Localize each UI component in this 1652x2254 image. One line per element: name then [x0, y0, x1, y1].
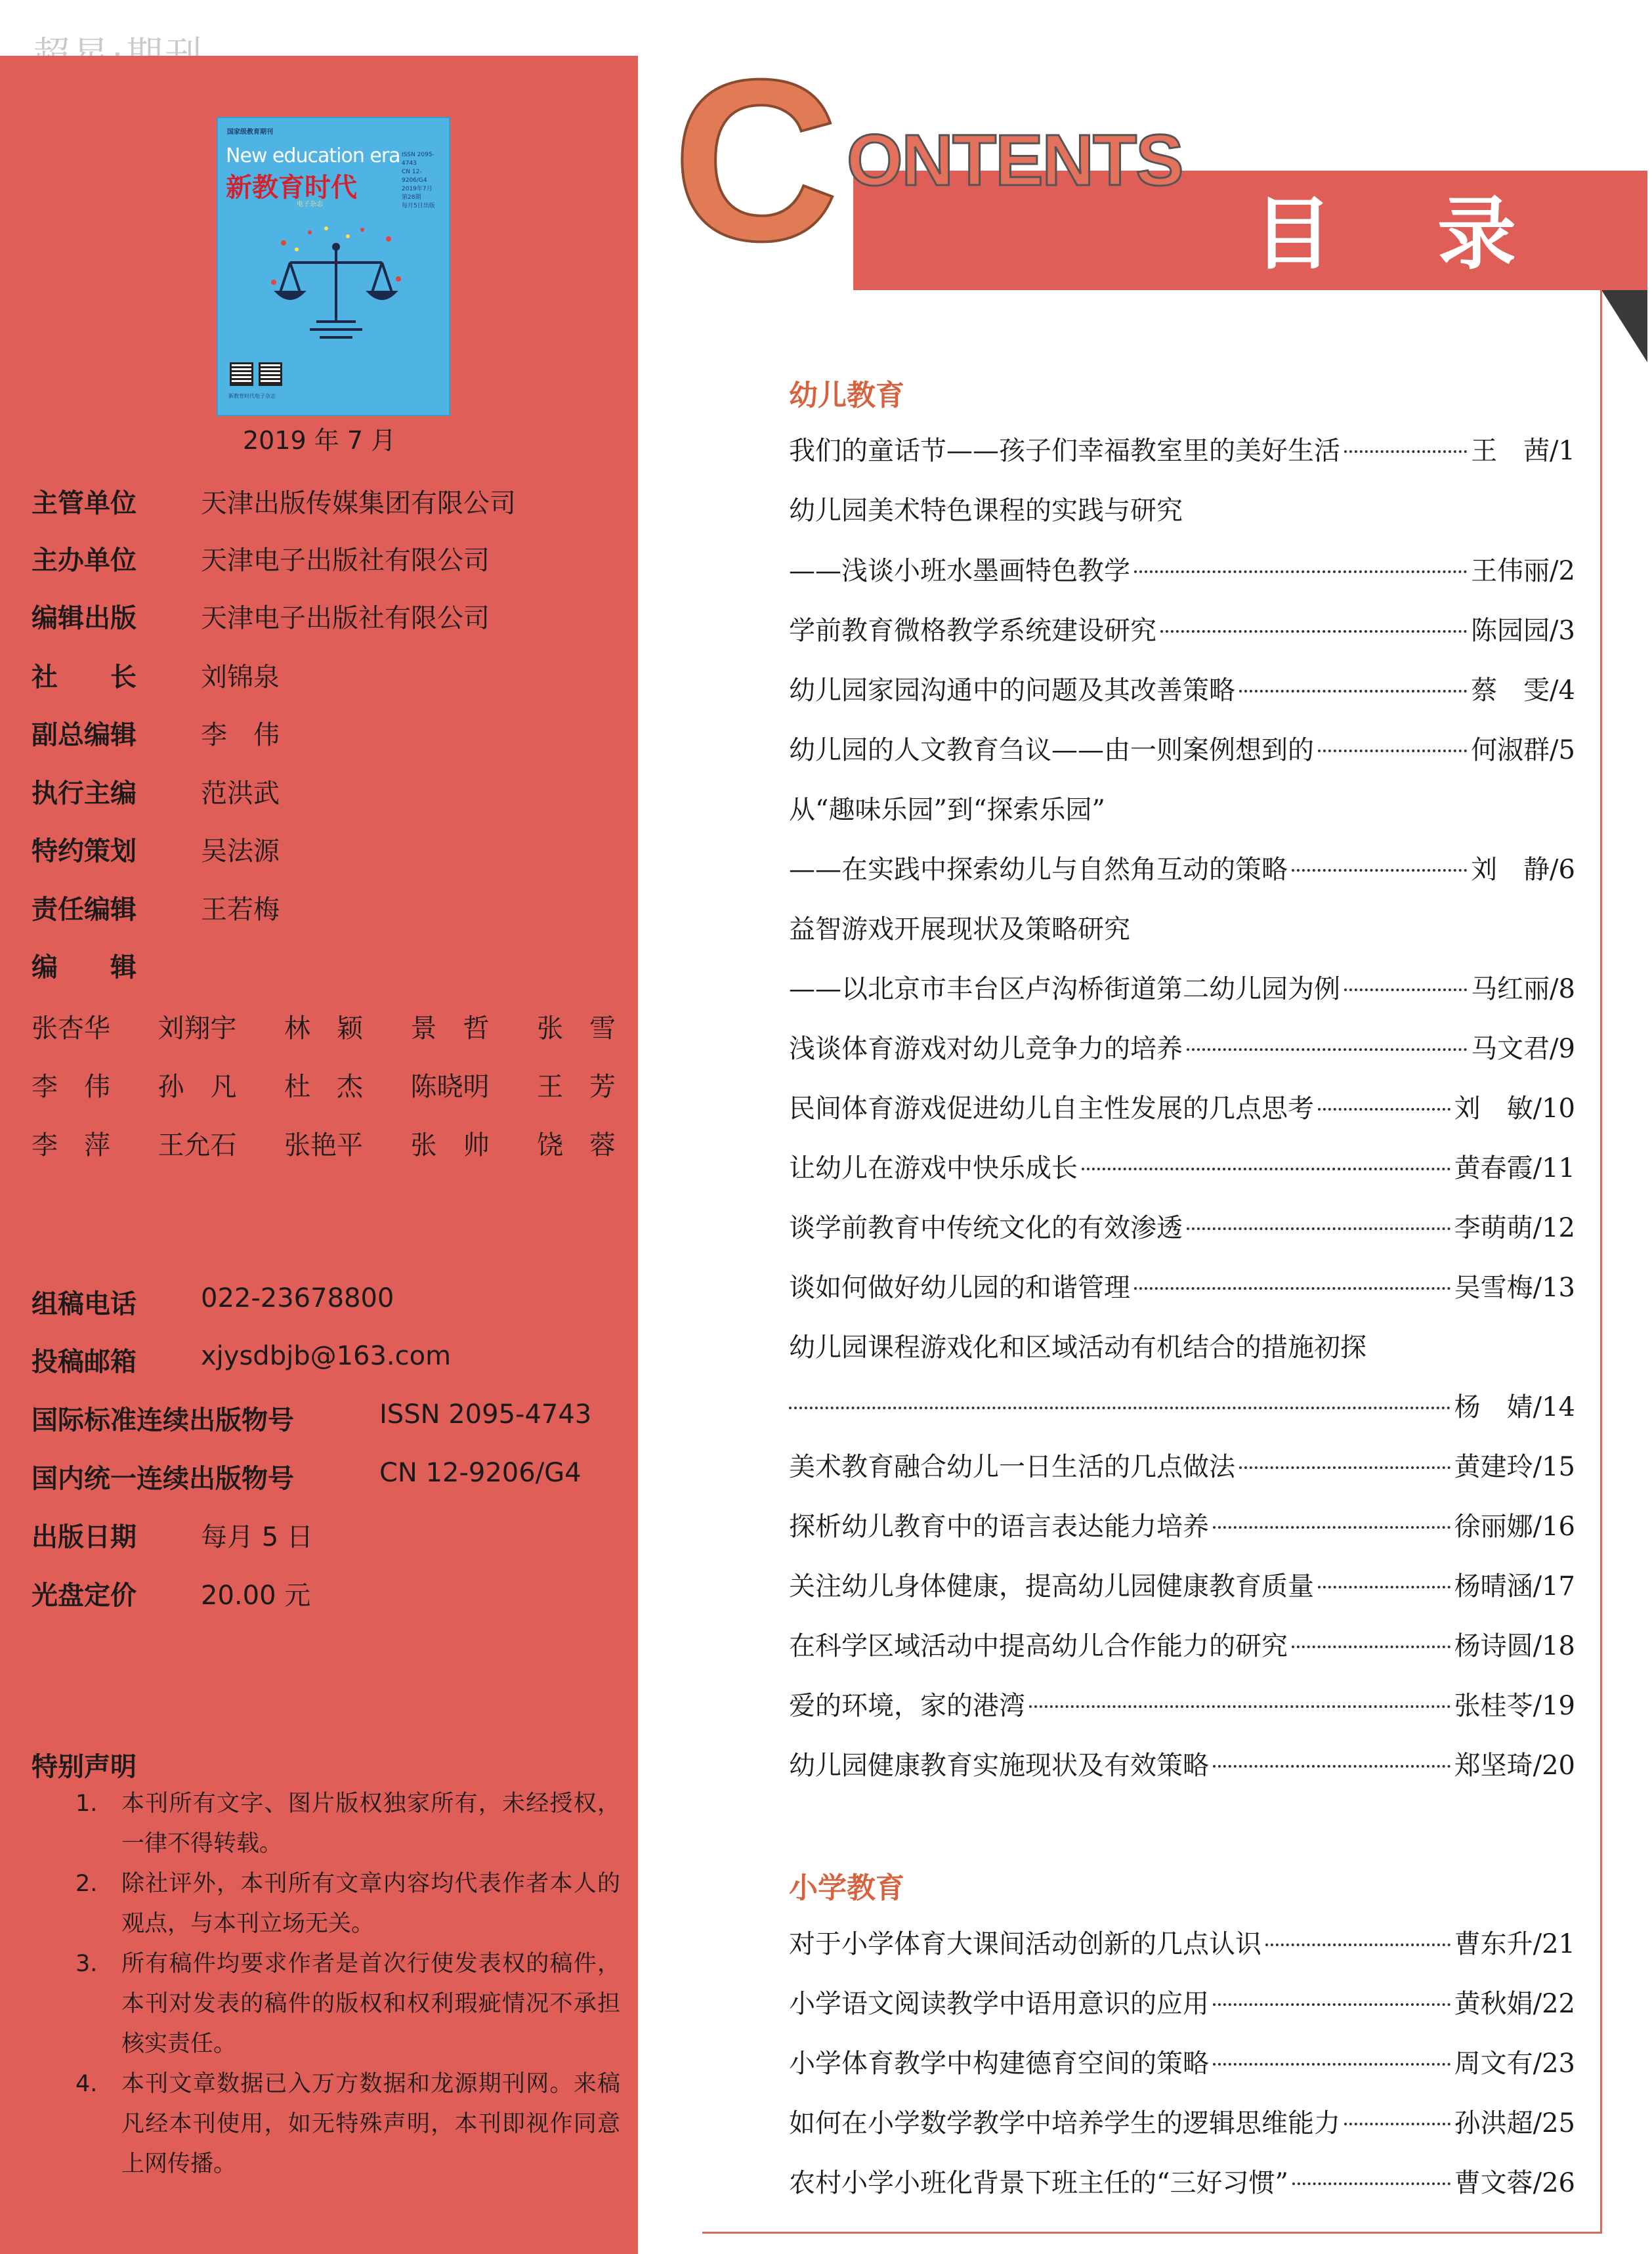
section-heading: 小学教育	[789, 1871, 904, 1905]
notice-item	[75, 2064, 620, 2184]
toc-leader	[1187, 1227, 1451, 1230]
info-row	[32, 773, 280, 810]
toc-leader	[1160, 630, 1467, 633]
toc-leader	[1029, 1705, 1451, 1708]
toc-entry[interactable]	[789, 550, 1575, 589]
toc-author-page: 陈园园/3	[1471, 616, 1575, 646]
contact-label: 国内统一连续出版物号	[32, 1464, 294, 1494]
toc-author-page: 马文君/9	[1471, 1034, 1575, 1064]
editor-name: 张杏华	[32, 1013, 110, 1044]
cover-issn-line: ISSN 2095-4743	[402, 152, 434, 167]
toc-entry[interactable]	[789, 1506, 1575, 1545]
info-label: 社 长	[32, 662, 137, 692]
contents-big-letter: C	[673, 32, 839, 289]
toc-title: 学前教育微格教学系统建设研究	[789, 616, 1156, 646]
editor-name: 李 萍	[32, 1130, 110, 1160]
info-value: 天津出版传媒集团有限公司	[201, 488, 516, 519]
toc-entry[interactable]	[789, 2043, 1575, 2082]
toc-author-page: 吴雪梅/13	[1454, 1273, 1575, 1303]
toc-leader	[1213, 1765, 1451, 1768]
page-fold-shadow	[1601, 290, 1647, 362]
toc-author-page: 曹文蓉/26	[1454, 2168, 1575, 2198]
toc-entry[interactable]	[789, 1446, 1575, 1485]
contact-row	[32, 1341, 452, 1378]
editor-names	[32, 1008, 622, 1183]
section-heading: 幼儿教育	[789, 379, 904, 412]
editor-name: 林 颖	[284, 1013, 363, 1044]
notice-number: 4.	[75, 2071, 98, 2097]
toc-author-page: 周文有/23	[1454, 2049, 1575, 2079]
toc-entry[interactable]	[789, 1685, 1575, 1724]
editor-row	[32, 1008, 616, 1066]
toc-leader	[1318, 750, 1467, 752]
toc-entry[interactable]	[789, 729, 1575, 769]
editor-row	[32, 1124, 616, 1183]
contents-cn-title: 目录	[1254, 189, 1621, 280]
contact-row	[32, 1575, 311, 1612]
toc-title: 如何在小学数学教学中培养学生的逻辑思维能力	[789, 2108, 1340, 2138]
toc-author-page: 王 茜/1	[1471, 436, 1575, 466]
toc-title: 小学体育教学中构建德育空间的策略	[789, 2049, 1209, 2079]
info-row	[32, 946, 137, 984]
toc-author-page: 何淑群/5	[1471, 735, 1575, 765]
contact-label: 光盘定价	[32, 1581, 137, 1611]
info-row	[32, 597, 490, 635]
toc-entry[interactable]	[789, 2162, 1575, 2201]
editor-name: 陈晓明	[410, 1072, 490, 1102]
toc-author-page: 黄春霞/11	[1454, 1153, 1575, 1183]
toc-entry[interactable]	[789, 1923, 1575, 1963]
toc-author-page: 马红丽/8	[1471, 974, 1575, 1004]
contact-value: CN 12-9206/G4	[379, 1458, 582, 1488]
notice-item	[75, 1864, 620, 1944]
cover-issn-line: 第28期	[402, 194, 421, 201]
toc-entry[interactable]	[789, 1625, 1575, 1665]
toc-entry[interactable]	[789, 968, 1575, 1008]
toc-entry[interactable]	[789, 849, 1575, 888]
info-value: 吴法源	[201, 836, 280, 866]
toc-entry[interactable]	[789, 1028, 1575, 1067]
toc-title: 美术教育融合幼儿一日生活的几点做法	[789, 1452, 1235, 1482]
editor-name: 杜 杰	[284, 1072, 363, 1102]
notice-item	[75, 1944, 620, 2064]
editor-name: 张 帅	[410, 1130, 490, 1160]
editor-name: 景 哲	[410, 1013, 490, 1044]
justice-scale-icon	[264, 223, 408, 354]
editor-row	[32, 1066, 616, 1124]
toc-author-page: 张桂苓/19	[1454, 1691, 1575, 1721]
contact-row	[32, 1283, 394, 1321]
toc-author-page: 徐丽娜/16	[1454, 1512, 1575, 1542]
toc-title: 农村小学小班化背景下班主任的“三好习惯”	[789, 2168, 1288, 2198]
contact-value: 022-23678800	[201, 1283, 394, 1313]
toc-title: 关注幼儿身体健康，提高幼儿园健康教育质量	[789, 1571, 1314, 1602]
info-label: 执行主编	[32, 778, 137, 809]
toc-title: ——在实践中探索幼儿与自然角互动的策略	[789, 855, 1288, 885]
toc-leader	[1213, 1526, 1451, 1529]
info-value: 刘锦泉	[201, 662, 280, 692]
notice-list	[75, 1784, 620, 2184]
notice-text: 除社评外，本刊所有文章内容均代表作者本人的观点，与本刊立场无关。	[121, 1871, 620, 1937]
cover-bottom-text: 新教育时代电子杂志	[228, 393, 276, 399]
contents-frame-right	[1600, 290, 1602, 2233]
toc-author-page: 王伟丽/2	[1471, 556, 1575, 586]
cover-subtitle: 电子杂志	[297, 201, 323, 208]
contact-label: 国际标准连续出版物号	[32, 1405, 294, 1435]
cover-title-en: New education era	[226, 144, 400, 167]
toc-author-page: 刘 敏/10	[1454, 1094, 1575, 1124]
toc-entry[interactable]	[789, 610, 1575, 649]
notice-number: 3.	[75, 1951, 98, 1977]
info-row	[32, 540, 490, 577]
editor-name: 饶 蓉	[537, 1130, 616, 1160]
info-label: 主管单位	[32, 488, 137, 519]
info-row	[32, 482, 516, 520]
toc-leader	[1318, 1586, 1451, 1588]
notice-text: 本刊所有文字、图片版权独家所有，未经授权，一律不得转载。	[121, 1791, 620, 1857]
qr-code-icon	[259, 362, 282, 386]
editor-name: 李 伟	[32, 1072, 110, 1102]
cover-date: 2019 年 7 月	[243, 426, 396, 455]
editor-name: 王允石	[158, 1130, 237, 1160]
toc-title-line[interactable]: 幼儿园美术特色课程的实践与研究	[789, 496, 1183, 526]
info-row	[32, 714, 280, 752]
toc-title: 让幼儿在游戏中快乐成长	[789, 1153, 1078, 1183]
info-label: 责任编辑	[32, 895, 137, 925]
toc-title-line[interactable]: 从“趣味乐园”到“探索乐园”	[789, 795, 1105, 825]
toc-leader	[1344, 989, 1467, 991]
notice-item	[75, 1784, 620, 1864]
contents-word: ONTENTS	[847, 120, 1183, 201]
info-row	[32, 889, 280, 926]
toc-entry[interactable]	[789, 1386, 1575, 1426]
contact-value: xjysdbjb@163.com	[201, 1341, 452, 1371]
toc-title: 幼儿园的人文教育刍议——由一则案例想到的	[789, 735, 1314, 765]
toc-title: 幼儿园家园沟通中的问题及其改善策略	[789, 675, 1235, 706]
toc-author-page: 孙洪超/25	[1454, 2108, 1575, 2138]
cover-top-text: 国家级教育期刊	[227, 129, 273, 136]
toc-entry[interactable]	[789, 670, 1575, 709]
qr-code-icon	[230, 362, 253, 386]
toc-title: 小学语文阅读教学中语用意识的应用	[789, 1989, 1209, 2019]
toc-entry[interactable]	[789, 1983, 1575, 2022]
cover-issn-line: CN 12-9206/G4	[402, 169, 427, 184]
info-label: 主办单位	[32, 545, 137, 576]
notice-text: 本刊文章数据已入万方数据和龙源期刊网。来稿凡经本刊使用，如无特殊声明，本刊即视作同意上网传播。	[121, 2071, 620, 2177]
toc-leader	[1292, 2182, 1451, 2185]
toc-title: 探析幼儿教育中的语言表达能力培养	[789, 1512, 1209, 1542]
editor-name: 刘翔宇	[158, 1013, 237, 1044]
toc-title: 在科学区域活动中提高幼儿合作能力的研究	[789, 1631, 1288, 1661]
toc-author-page: 郑坚琦/20	[1454, 1751, 1575, 1781]
info-label: 特约策划	[32, 836, 137, 866]
toc-leader	[1134, 1287, 1451, 1290]
toc-entry[interactable]	[789, 1088, 1575, 1127]
notice-title: 特别声明	[32, 1752, 137, 1782]
contact-row	[32, 1516, 313, 1554]
toc-title: 谈学前教育中传统文化的有效渗透	[789, 1213, 1183, 1243]
info-label: 编辑出版	[32, 603, 137, 633]
toc-title: 幼儿园健康教育实施现状及有效策略	[789, 1751, 1209, 1781]
toc-leader	[1344, 2123, 1451, 2125]
toc-leader	[1265, 1944, 1451, 1946]
toc-leader	[1292, 1646, 1451, 1648]
toc-title: 浅谈体育游戏对幼儿竞争力的培养	[789, 1034, 1183, 1064]
info-label: 编 辑	[32, 952, 137, 983]
editor-name: 张 雪	[537, 1013, 616, 1044]
contact-value: 20.00 元	[201, 1581, 311, 1611]
info-value: 李 伟	[201, 720, 280, 750]
toc-author-page: 黄建玲/15	[1454, 1452, 1575, 1482]
contact-row	[32, 1399, 592, 1437]
toc-title: ——以北京市丰台区卢沟桥街道第二幼儿园为例	[789, 974, 1340, 1004]
toc-author-page: 杨 婧/14	[1454, 1392, 1575, 1422]
toc-title: 谈如何做好幼儿园的和谐管理	[789, 1273, 1130, 1303]
toc-author-page: 蔡 雯/4	[1471, 675, 1575, 706]
toc-entry[interactable]	[789, 430, 1575, 469]
notice-number: 1.	[75, 1791, 98, 1817]
cover-issn	[402, 151, 441, 211]
toc-author-page: 杨诗圆/18	[1454, 1631, 1575, 1661]
toc-leader	[1239, 1466, 1451, 1469]
toc-leader	[789, 1407, 1451, 1409]
cover-issn-line: 2019年7月	[402, 186, 433, 192]
toc-leader	[1213, 2003, 1451, 2006]
toc-title: 爱的环境，家的港湾	[789, 1691, 1025, 1721]
cover-title-cn: 新教育时代	[226, 173, 357, 203]
contact-label: 组稿电话	[32, 1289, 137, 1319]
toc-author-page: 黄秋娟/22	[1454, 1989, 1575, 2019]
contact-value: 每月 5 日	[201, 1522, 313, 1552]
notice-text: 所有稿件均要求作者是首次行使发表权的稿件，本刊对发表的稿件的版权和权利瑕疵情况不承担核实责任。	[121, 1951, 620, 2057]
toc-author-page: 刘 静/6	[1471, 855, 1575, 885]
contact-value: ISSN 2095-4743	[379, 1399, 592, 1430]
toc-leader	[1187, 1048, 1467, 1051]
editor-name: 孙 凡	[158, 1072, 237, 1102]
toc-title: 对于小学体育大课间活动创新的几点认识	[789, 1929, 1261, 1959]
info-row	[32, 830, 280, 868]
magazine-cover	[217, 117, 450, 416]
toc-entry[interactable]	[789, 1745, 1575, 1784]
toc-leader	[1239, 690, 1467, 692]
contact-label: 出版日期	[32, 1522, 137, 1552]
toc-title-line[interactable]: 幼儿园课程游戏化和区域活动有机结合的措施初探	[789, 1332, 1366, 1363]
info-value: 范洪武	[201, 778, 280, 809]
toc-leader	[1213, 2063, 1451, 2066]
editor-name: 王 芳	[537, 1072, 616, 1102]
toc-leader	[1082, 1168, 1451, 1170]
editor-name: 张艳平	[284, 1130, 363, 1160]
info-value: 天津电子出版社有限公司	[201, 603, 490, 633]
toc-title: 我们的童话节——孩子们幸福教室里的美好生活	[789, 436, 1340, 466]
toc-title: 民间体育游戏促进幼儿自主性发展的几点思考	[789, 1094, 1314, 1124]
notice-number: 2.	[75, 1871, 98, 1897]
toc-entry[interactable]	[789, 2102, 1575, 2142]
info-row	[32, 656, 280, 694]
info-value: 王若梅	[201, 895, 280, 925]
toc-author-page: 曹东升/21	[1454, 1929, 1575, 1959]
toc-entry[interactable]	[789, 1147, 1575, 1187]
info-value: 天津电子出版社有限公司	[201, 545, 490, 576]
toc-entry[interactable]	[789, 1207, 1575, 1246]
toc-title-line[interactable]: 益智游戏开展现状及策略研究	[789, 914, 1130, 945]
info-label: 副总编辑	[32, 720, 137, 750]
cover-issn-line: 每月5日出版	[402, 203, 435, 209]
toc-author-page: 李萌萌/12	[1454, 1213, 1575, 1243]
toc-leader	[1292, 869, 1467, 872]
toc-author-page: 杨晴涵/17	[1454, 1571, 1575, 1602]
toc-entry[interactable]	[789, 1267, 1575, 1306]
toc-leader	[1318, 1108, 1451, 1111]
contact-row	[32, 1458, 582, 1495]
contact-label: 投稿邮箱	[32, 1347, 137, 1377]
toc-entry[interactable]	[789, 1565, 1575, 1605]
toc-leader	[1134, 570, 1467, 573]
contents-frame-bottom	[702, 2232, 1602, 2234]
toc-leader	[1344, 450, 1467, 453]
toc-title: ——浅谈小班水墨画特色教学	[789, 556, 1130, 586]
